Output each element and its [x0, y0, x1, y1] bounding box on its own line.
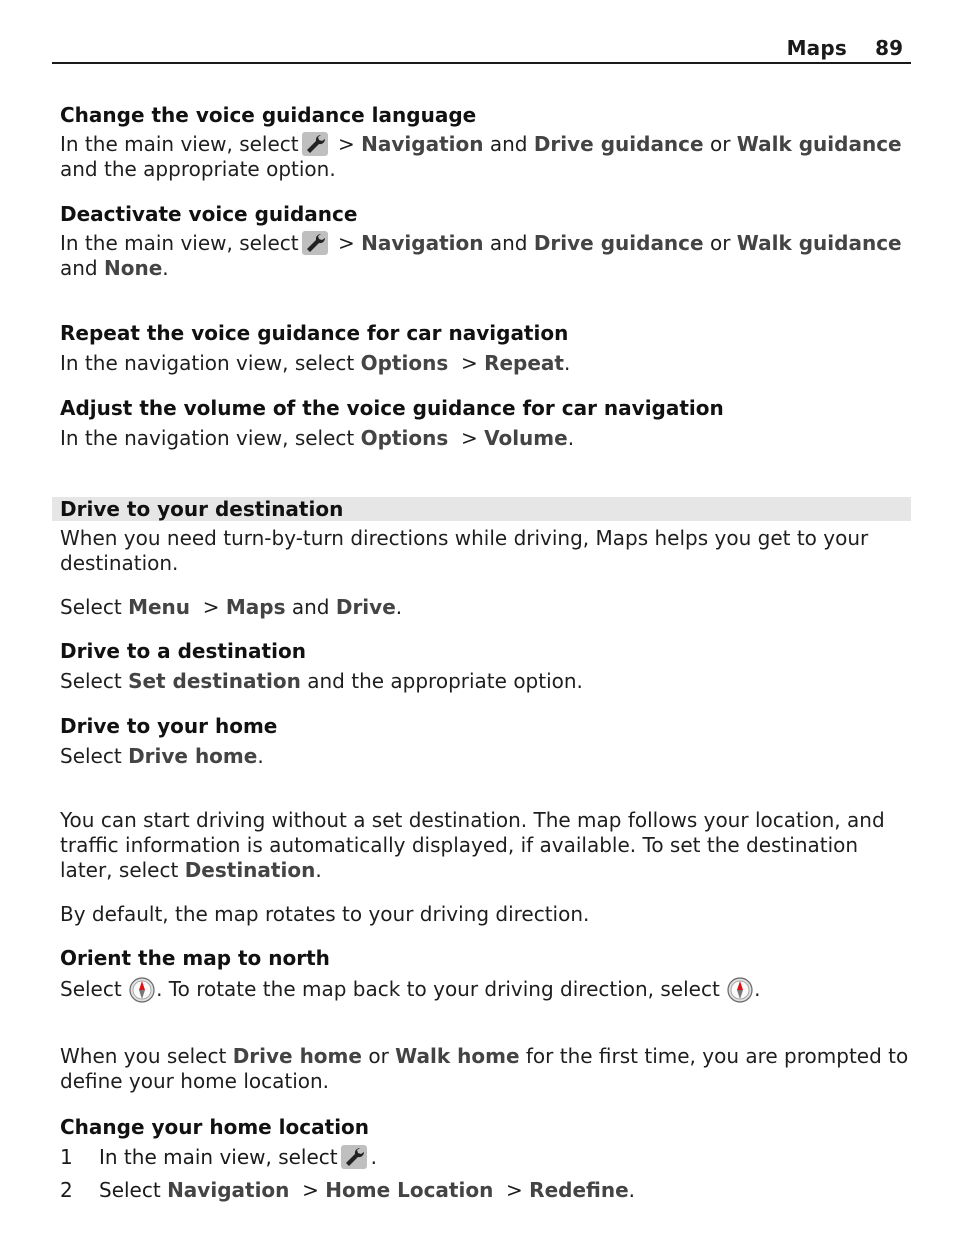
para-select-drive: Select Menu > Maps and Drive. — [60, 595, 403, 619]
menu-drive-home: Drive home — [232, 1044, 362, 1068]
text: and — [60, 157, 98, 181]
text: In the main view, select — [60, 132, 299, 156]
menu-walk-guidance: Walk guidance — [736, 231, 902, 255]
heading-repeat-voice: Repeat the voice guidance for car navigation — [60, 321, 569, 345]
para-drive-home: Select Drive home. — [60, 744, 264, 768]
menu-walk-home: Walk home — [395, 1044, 520, 1068]
text: . To rotate the map back to your driving direction, select — [156, 977, 720, 1001]
block-home-prompt — [60, 1044, 910, 1094]
menu-maps: Maps — [225, 595, 286, 619]
section-title: Drive to your destination — [60, 497, 344, 521]
text: for the first time, you are prompted to define your home location. — [60, 1044, 909, 1093]
text: In the main view, select — [60, 231, 299, 255]
step-number-2: 2 — [60, 1178, 73, 1202]
wrench-icon — [302, 231, 328, 255]
block-change-home — [60, 1115, 910, 1139]
block-drive-home — [60, 714, 910, 769]
text: and — [60, 256, 98, 280]
block-drive-destination — [60, 639, 910, 694]
heading-adjust-volume: Adjust the volume of the voice guidance for car navigation — [60, 396, 724, 420]
step-1: In the main view, select . — [99, 1145, 377, 1169]
heading-change-voice-language: Change the voice guidance language — [60, 103, 477, 127]
block-orient-north — [60, 946, 910, 1003]
menu-destination: Destination — [184, 858, 316, 882]
para-repeat-voice: In the navigation view, select Options > Repeat. — [60, 351, 571, 375]
text: and — [291, 595, 330, 619]
separator: > — [302, 1178, 319, 1202]
heading-drive-home: Drive to your home — [60, 714, 278, 738]
menu-drive-home: Drive home — [128, 744, 258, 768]
text: and the appropriate option. — [307, 669, 583, 693]
step-number-1: 1 — [60, 1145, 73, 1169]
para-drive-destination — [60, 669, 910, 694]
para-no-destination: You can start driving without a set destination. The map follows your location, and traffic information is automatically displayed, if available. To set the destination later, select Destination. — [60, 808, 885, 882]
menu-home-location: Home Location — [325, 1178, 494, 1202]
text: You can start driving without a set destination. The map follows your location, and traffic information is automatically displayed, if available. To set the destination later, select — [60, 808, 885, 882]
menu-navigation: Navigation — [167, 1178, 290, 1202]
para-change-voice-language — [60, 132, 910, 182]
text: and — [489, 132, 528, 156]
text: the appropriate option. — [104, 157, 336, 181]
text: and — [489, 231, 528, 255]
section-heading-bar — [52, 497, 911, 521]
menu-drive-guidance: Drive guidance — [533, 231, 704, 255]
text: In the navigation view, select — [60, 426, 355, 450]
menu-none: None — [104, 256, 163, 280]
menu-walk-guidance: Walk guidance — [736, 132, 902, 156]
wrench-icon — [302, 132, 328, 156]
menu-navigation: Navigation — [361, 231, 484, 255]
separator: > — [460, 351, 478, 375]
para-default-rotate: By default, the map rotates to your driving direction. — [60, 902, 590, 926]
text: or — [368, 1044, 389, 1068]
compass-direction-icon — [727, 977, 753, 1003]
menu-menu: Menu — [128, 595, 191, 619]
para-adjust-volume: In the navigation view, select Options > Volume. — [60, 426, 575, 450]
text: Select — [60, 744, 122, 768]
step-2: Select Navigation > Home Location > Redefine. — [99, 1178, 636, 1202]
para-orient-north: Select . To rotate the map back to your driving direction, select . — [60, 977, 761, 1001]
text: Select — [60, 595, 122, 619]
menu-options: Options — [360, 351, 449, 375]
para-home-prompt — [60, 1044, 910, 1094]
para-intro: When you need turn-by-turn directions while driving, Maps helps you get to your destination. — [60, 526, 869, 575]
block-deactivate-voice — [60, 202, 910, 281]
menu-navigation: Navigation — [361, 132, 484, 156]
text: Select — [60, 669, 122, 693]
menu-volume: Volume — [484, 426, 568, 450]
separator: > — [460, 426, 478, 450]
menu-repeat: Repeat — [484, 351, 564, 375]
separator: > — [202, 595, 220, 619]
menu-drive-guidance: Drive guidance — [533, 132, 704, 156]
heading-change-home: Change your home location — [60, 1115, 370, 1139]
block-select-drive — [60, 595, 910, 620]
separator: > — [338, 132, 355, 156]
menu-set-destination: Set destination — [128, 669, 301, 693]
block-change-voice-language — [60, 103, 910, 182]
block-intro — [60, 526, 910, 576]
text: In the main view, select — [99, 1145, 338, 1169]
heading-orient-north: Orient the map to north — [60, 946, 330, 970]
compass-north-icon — [129, 977, 155, 1003]
heading-deactivate-voice: Deactivate voice guidance — [60, 202, 358, 226]
heading-drive-destination: Drive to a destination — [60, 639, 306, 663]
block-no-destination — [60, 808, 910, 883]
wrench-icon — [341, 1145, 367, 1169]
block-adjust-volume — [60, 396, 910, 451]
text: Select — [99, 1178, 161, 1202]
menu-drive: Drive — [335, 595, 396, 619]
separator: > — [506, 1178, 523, 1202]
block-repeat-voice — [60, 321, 910, 376]
text: In the navigation view, select — [60, 351, 355, 375]
block-default-rotate — [60, 902, 910, 927]
menu-options: Options — [360, 426, 449, 450]
header-page-number: 89 — [875, 36, 903, 60]
text: or — [709, 132, 731, 156]
text: When you select — [60, 1044, 227, 1068]
text: Select — [60, 977, 122, 1001]
para-deactivate-voice: In the main view, select > Navigation and Drive guidance or Walk guidance and None. — [60, 231, 902, 280]
separator: > — [338, 231, 355, 255]
header-section-name: Maps — [786, 36, 847, 60]
page-header — [52, 34, 911, 64]
menu-redefine: Redefine — [529, 1178, 629, 1202]
text: or — [709, 231, 731, 255]
